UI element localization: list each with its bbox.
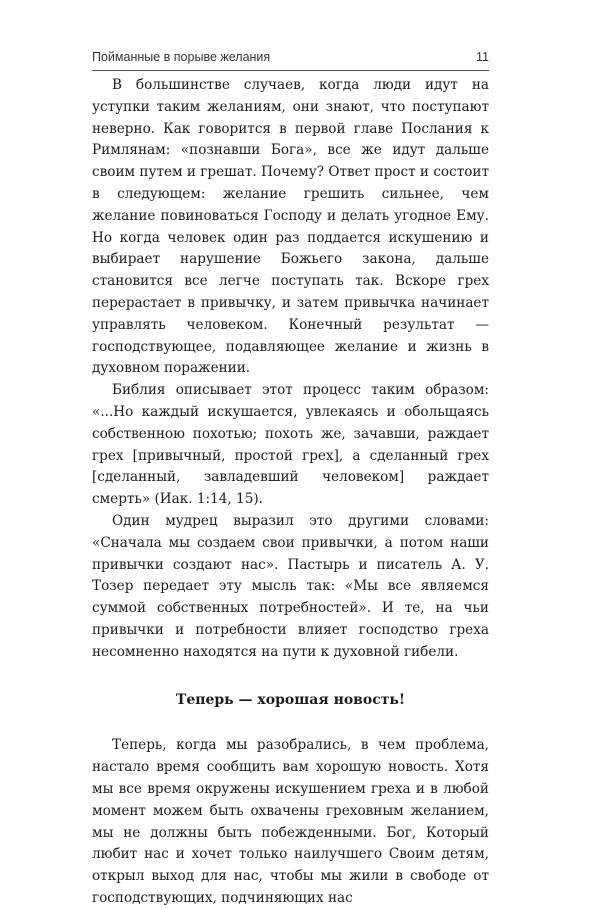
running-title: Пойманные в порыве желания: [92, 50, 271, 64]
paragraph: Библия описывает этот процесс таким образом: «...Но каждый искушается, увлекаясь и обольщаясь собственною похотью; похоть же, зачавши, раждает грех [привычный, простой грех], а сделанный грех [сделанный, завладевший человеком] раждает смерть» (Иак. 1:14, 15).: [92, 382, 489, 508]
paragraph: Теперь, когда мы разобрались, в чем проблема, настало время сообщить вам хорошую новость. Хотя мы все время окружены искушением греха и в любой момент можем быть охвачены греховным желанием, мы не должны быть побежденными. Бог, Который любит нас и хочет только наилучшего Своим детям, открыл выход для нас, чтобы мы жили в свободе от господствующих, подчиняющих нас: [92, 737, 489, 906]
paragraph: Один мудрец выразил это другими словами: «Сначала мы создаем свои привычки, а потом наши привычки создают нас». Пастырь и писатель А. У. Тозер передает эту мысль так: «Мы все являемся суммой собственных потребностей». И те, на чьи привычки и потребности влияет господство греха несомненно находятся на пути к духовной гибели.: [92, 512, 489, 660]
paragraph: В большинстве случаев, когда люди идут на уступки таким желаниям, они знают, что поступают неверно. Как говорится в первой главе Послания к Римлянам: «познавши Бога», все же идут дальше своим путем и грешат. Почему? Ответ прост и состоит в следующем: желание грешить сильнее, чем желание повиноваться Господу и делать угодное Ему. Но когда человек один раз поддается искушению и выбирает нарушение Божьего закона, дальше становится все легче поступать так. Вскоре грех перерастает в привычку, и затем привычка начинает управлять человеком. Конечный результат — господствующее, подавляющее желание и жизнь в духовном поражении.: [92, 77, 490, 377]
page-number: 11: [476, 50, 489, 64]
body-text: [92, 75, 489, 910]
header-rule: [92, 70, 489, 71]
section-heading: Теперь — хорошая новость!: [175, 691, 406, 708]
running-header: [92, 50, 489, 64]
